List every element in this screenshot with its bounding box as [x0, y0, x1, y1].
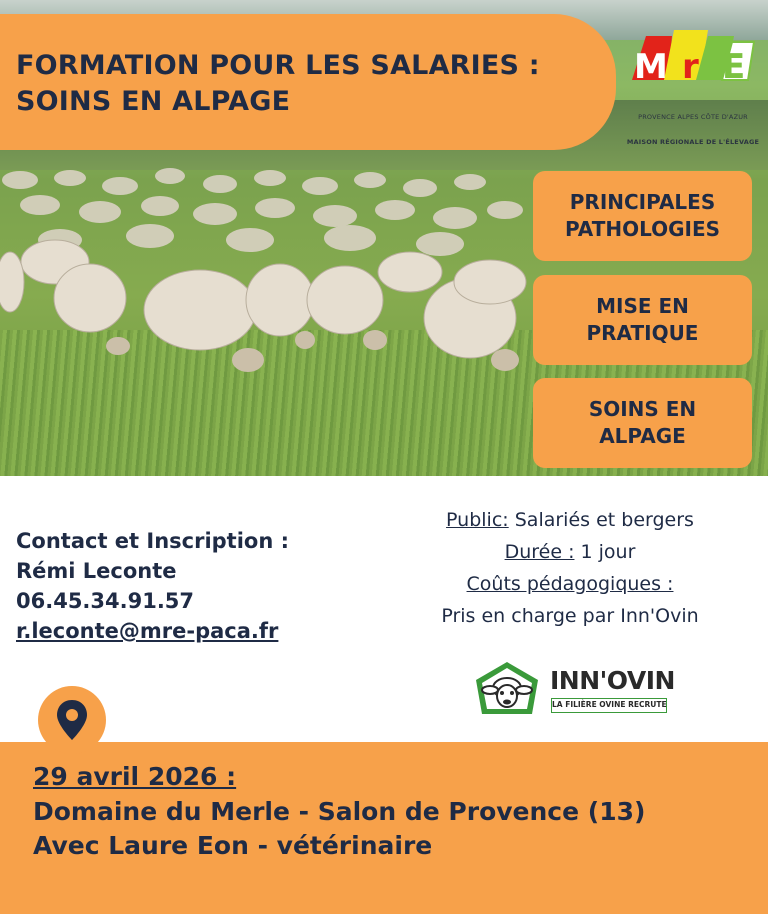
couts-value: Pris en charge par Inn'Ovin — [441, 605, 699, 627]
public-value: Salariés et bergers — [514, 509, 694, 531]
footer-banner — [0, 742, 768, 914]
info-duree — [400, 536, 740, 568]
location-pin-badge — [38, 686, 106, 754]
topic-pathologies: PRINCIPALES PATHOLOGIES — [533, 171, 752, 261]
duree-value: 1 jour — [580, 541, 636, 563]
svg-text:r: r — [682, 47, 699, 87]
logo-org: MAISON RÉGIONALE DE L'ÉLEVAGE — [626, 138, 760, 146]
info-public — [400, 504, 740, 536]
info-block — [400, 504, 740, 632]
topic-mise-en-pratique: MISE EN PRATIQUE — [533, 275, 752, 365]
svg-text:M: M — [634, 47, 668, 87]
topic-soins-en-alpage: SOINS EN ALPAGE — [533, 378, 752, 468]
event-speaker: Avec Laure Eon - vétérinaire — [33, 831, 433, 860]
map-pin-icon — [38, 686, 106, 754]
innovin-tagline: LA FILIÈRE OVINE RECRUTE — [551, 698, 667, 713]
innovin-logo — [472, 660, 682, 720]
event-place: Domaine du Merle - Salon de Provence (13) — [33, 797, 646, 826]
mre-logo-icon — [624, 14, 762, 114]
title-line-2: SOINS EN ALPAGE — [16, 86, 291, 117]
innovin-name: INN'OVIN — [550, 666, 675, 695]
svg-text:E: E — [722, 47, 746, 87]
contact-name: Rémi Leconte — [16, 559, 177, 583]
sheep-head-icon — [472, 660, 542, 718]
title-banner — [0, 14, 616, 150]
event-date: 29 avril 2026 : — [33, 762, 237, 791]
contact-block — [16, 526, 376, 646]
contact-heading: Contact et Inscription : — [16, 529, 290, 553]
title-line-1: FORMATION POUR LES SALARIES : — [16, 50, 540, 81]
public-label: Public: — [446, 509, 509, 531]
duree-label: Durée : — [504, 541, 575, 563]
couts-label: Coûts pédagogiques : — [466, 573, 674, 595]
logo-region: PROVENCE ALPES CÔTE D'AZUR — [638, 113, 748, 121]
contact-phone[interactable]: 06.45.34.91.57 — [16, 589, 195, 613]
contact-email-link[interactable]: r.leconte@mre-paca.fr — [16, 619, 279, 643]
mre-logo — [624, 14, 762, 154]
